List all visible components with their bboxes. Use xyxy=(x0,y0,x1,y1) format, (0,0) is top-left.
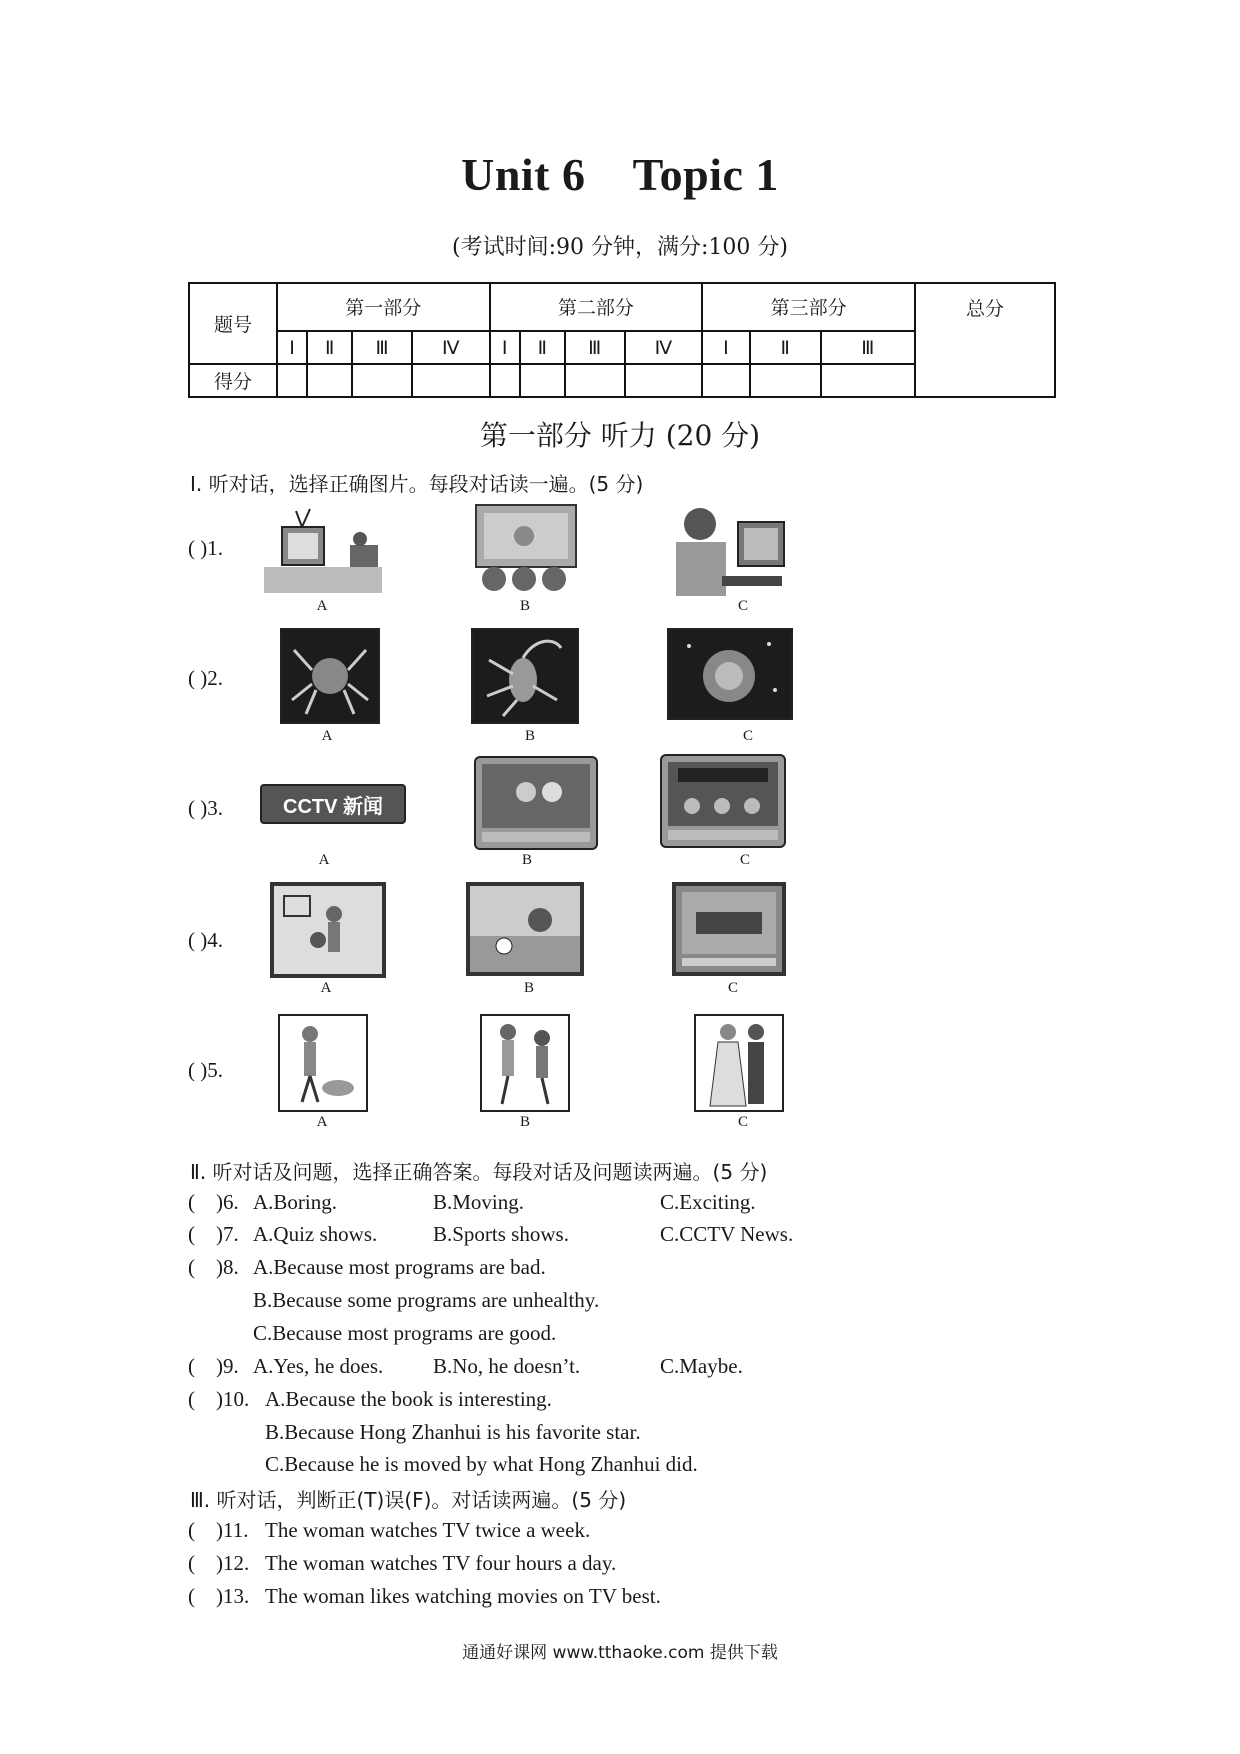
page-footer: 通通好课网 www.tthaoke.com 提供下载 xyxy=(462,1643,778,1663)
scorpion-icon xyxy=(473,630,577,722)
page-title: Unit 6 Topic 1 xyxy=(461,149,779,200)
q9-option-b: B.No, he doesn’t. xyxy=(433,1354,581,1378)
cctv-news-logo xyxy=(260,784,406,824)
q6-option-b: B.Moving. xyxy=(433,1190,525,1214)
wedding-picture xyxy=(694,1014,784,1112)
question-2-number: ( )2. xyxy=(188,666,223,690)
football-icon xyxy=(470,886,580,972)
q9-option-a: A.Yes, he does. xyxy=(253,1354,384,1378)
question-3-number: ( )3. xyxy=(188,796,223,820)
q10-option-b: B.Because Hong Zhanhui is his favorite star. xyxy=(265,1420,641,1444)
q6-option-a: A.Boring. xyxy=(253,1190,337,1214)
score-cell[interactable] xyxy=(625,364,703,397)
q7-option-a: A.Quiz shows. xyxy=(253,1222,378,1246)
option-label: B xyxy=(523,980,534,996)
science-show-icon xyxy=(676,886,782,972)
col-p1-2: Ⅱ xyxy=(307,331,352,365)
col-p2-1: Ⅰ xyxy=(490,331,520,365)
option-label: A xyxy=(321,728,333,744)
people-fighting-icon xyxy=(280,1016,366,1110)
col-p2-3: Ⅲ xyxy=(565,331,625,365)
q10-option-a: A.Because the book is interesting. xyxy=(265,1387,552,1411)
walking-picture xyxy=(480,1014,570,1112)
q10-option-c: C.Because he is moved by what Hong Zhanhui did. xyxy=(265,1452,698,1476)
col-p1-3: Ⅲ xyxy=(352,331,412,365)
row-label-score: 得分 xyxy=(189,364,277,397)
score-cell[interactable] xyxy=(412,364,490,397)
basketball-picture xyxy=(270,882,386,978)
scorpion-picture xyxy=(471,628,579,724)
question-8-number: ( )8. xyxy=(188,1255,239,1279)
col-p3-1: Ⅰ xyxy=(702,331,749,365)
question-9-number: ( )9. xyxy=(188,1354,239,1378)
sports-tv-picture xyxy=(474,756,598,850)
tv-picture xyxy=(262,505,384,595)
score-table xyxy=(188,282,1056,398)
football-picture xyxy=(466,882,584,976)
q9-option-c: C.Maybe. xyxy=(660,1354,743,1378)
option-label: A xyxy=(318,852,330,868)
total-header: 总分 xyxy=(915,283,1055,397)
section-title: 第一部分 听力 (20 分) xyxy=(479,419,761,452)
lion-icon xyxy=(669,630,791,718)
fighting-picture xyxy=(278,1014,368,1112)
show-tv-picture xyxy=(660,754,786,848)
question-13-number: ( )13. xyxy=(188,1584,250,1608)
q7-option-b: B.Sports shows. xyxy=(433,1222,569,1246)
option-label: C xyxy=(739,852,750,868)
basketball-icon xyxy=(274,886,382,974)
leo-lion-picture xyxy=(667,628,793,720)
q6-option-c: C.Exciting. xyxy=(660,1190,756,1214)
part3-header: 第三部分 xyxy=(702,283,915,331)
computer-drawing-icon xyxy=(666,502,788,598)
cinema-drawing-icon xyxy=(474,503,578,595)
score-cell[interactable] xyxy=(307,364,352,397)
question-10-number: ( )10. xyxy=(188,1387,250,1411)
option-label: C xyxy=(742,728,753,744)
wedding-couple-icon xyxy=(696,1016,782,1110)
question-12-number: ( )12. xyxy=(188,1551,250,1575)
people-walking-icon xyxy=(482,1016,568,1110)
q13-statement: The woman likes watching movies on TV best. xyxy=(265,1584,661,1608)
q7-option-c: C.CCTV News. xyxy=(660,1222,794,1246)
part2-header: 第二部分 xyxy=(490,283,703,331)
col-p1-1: Ⅰ xyxy=(277,331,307,365)
option-label: C xyxy=(727,980,738,996)
option-label: A xyxy=(316,598,328,614)
question-5-number: ( )5. xyxy=(188,1058,223,1082)
score-cell[interactable] xyxy=(277,364,307,397)
col-p1-4: Ⅳ xyxy=(412,331,490,365)
option-label: A xyxy=(320,980,332,996)
score-cell[interactable] xyxy=(352,364,412,397)
question-1-number: ( )1. xyxy=(188,536,223,560)
col-p2-4: Ⅳ xyxy=(625,331,703,365)
q8-option-c: C.Because most programs are good. xyxy=(253,1321,557,1345)
tv-drawing-icon xyxy=(262,505,384,595)
part1-instructions: Ⅰ. 听对话，选择正确图片。每段对话读一遍。(5 分) xyxy=(190,472,644,496)
q8-option-b: B.Because some programs are unhealthy. xyxy=(253,1288,600,1312)
option-label: C xyxy=(737,1114,748,1130)
option-label: C xyxy=(737,598,748,614)
science-tv-picture xyxy=(672,882,786,976)
q8-option-a: A.Because most programs are bad. xyxy=(253,1255,546,1279)
score-cell[interactable] xyxy=(520,364,565,397)
part3-instructions: Ⅲ. 听对话，判断正(T)误(F)。对话读两遍。(5 分) xyxy=(190,1488,627,1512)
option-label: B xyxy=(521,852,532,868)
question-4-number: ( )4. xyxy=(188,928,223,952)
col-p2-2: Ⅱ xyxy=(520,331,565,365)
q11-statement: The woman watches TV twice a week. xyxy=(265,1518,591,1542)
computer-picture xyxy=(666,502,788,598)
cctv-logo-text: CCTV 新闻 xyxy=(283,795,383,818)
col-p3-2: Ⅱ xyxy=(750,331,821,365)
part2-instructions: Ⅱ. 听对话及问题，选择正确答案。每段对话及问题读两遍。(5 分) xyxy=(190,1160,768,1184)
question-11-number: ( )11. xyxy=(188,1518,249,1542)
tv-sports-icon xyxy=(476,758,596,848)
option-label: B xyxy=(524,728,535,744)
question-6-number: ( )6. xyxy=(188,1190,239,1214)
score-cell[interactable] xyxy=(821,364,915,397)
score-cell[interactable] xyxy=(702,364,749,397)
score-cell[interactable] xyxy=(750,364,821,397)
score-cell[interactable] xyxy=(490,364,520,397)
cinema-picture xyxy=(474,503,578,595)
cancer-crab-picture xyxy=(280,628,380,724)
score-cell[interactable] xyxy=(565,364,625,397)
option-label: B xyxy=(519,1114,530,1130)
option-label: A xyxy=(316,1114,328,1130)
q12-statement: The woman watches TV four hours a day. xyxy=(265,1551,617,1575)
col-p3-3: Ⅲ xyxy=(821,331,915,365)
crab-icon xyxy=(282,630,378,722)
part1-header: 第一部分 xyxy=(277,283,490,331)
row-label-number: 题号 xyxy=(189,283,277,364)
exam-info: (考试时间:90 分钟，满分:100 分) xyxy=(452,235,788,260)
option-label: B xyxy=(519,598,530,614)
tv-show-icon xyxy=(662,756,784,846)
question-7-number: ( )7. xyxy=(188,1222,239,1246)
